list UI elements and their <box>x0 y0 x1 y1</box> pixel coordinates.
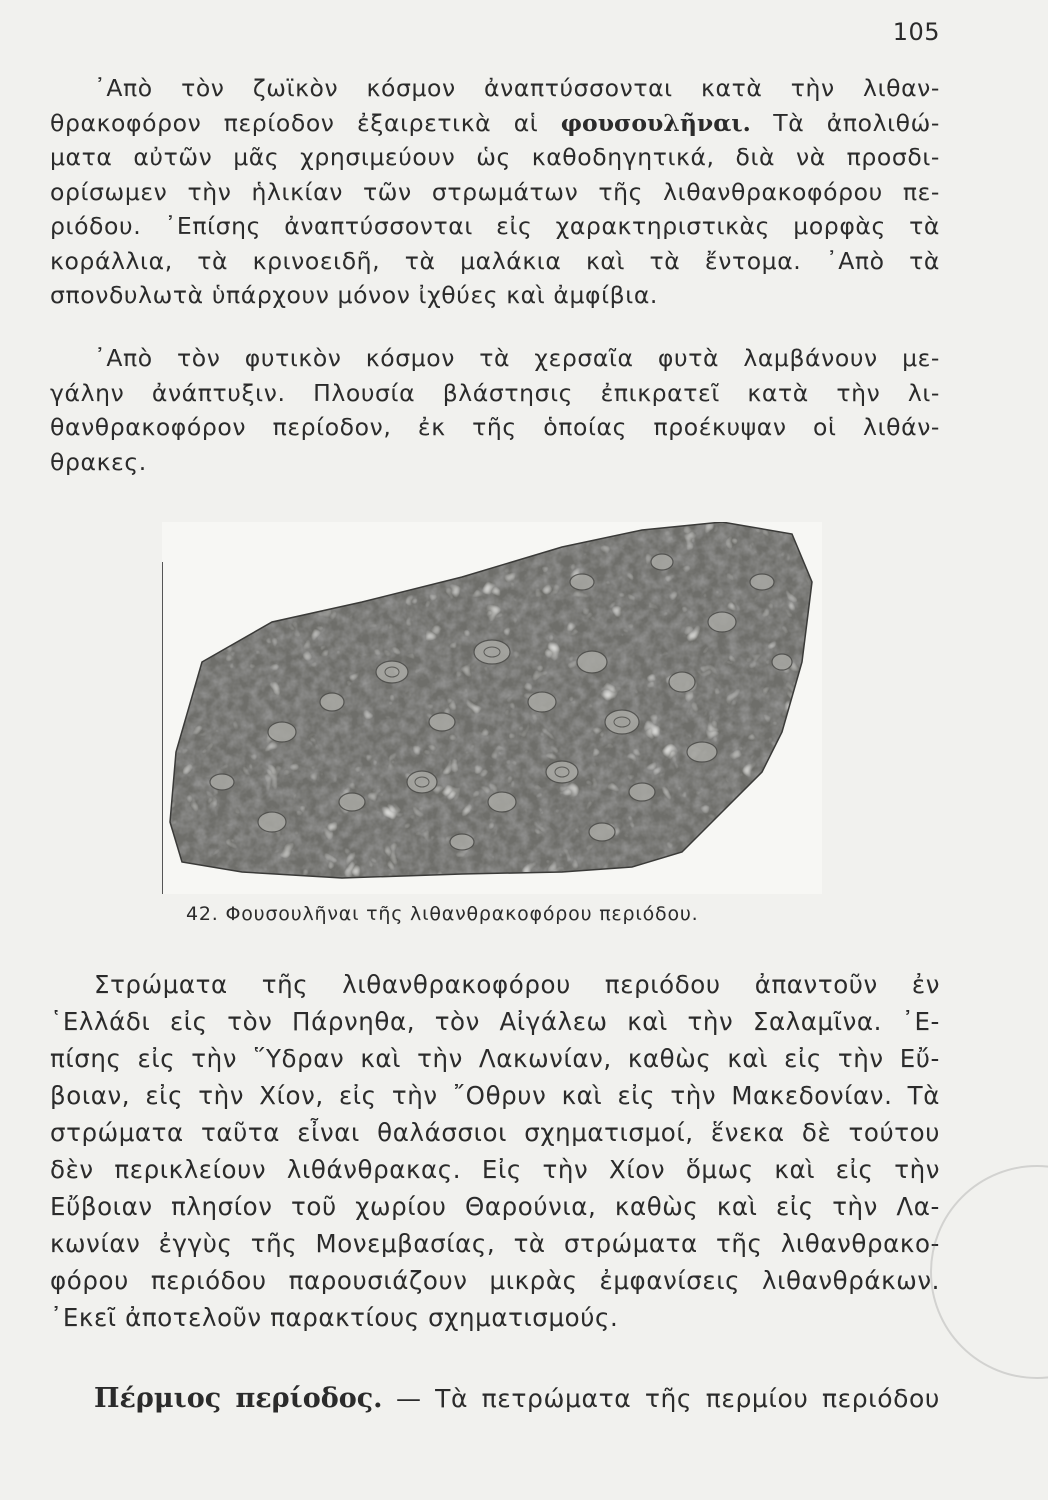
text-line: πίσης εἰς τὴν ῞Υδραν καὶ τὴν Λακωνίαν, καθὼς καὶ εἰς τὴν Εὔ- <box>50 1044 940 1073</box>
text-line: θανθρακοφόρον περίοδον, ἐκ τῆς ὁποίας προέκυψαν οἱ λιθάν- <box>50 413 940 441</box>
text-line: ματα αὐτῶν μᾶς χρησιμεύουν ὡς καθοδηγητικά, διὰ νὰ προσδι- <box>50 143 940 171</box>
text-line: ορίσωμεν τὴν ἡλικίαν τῶν στρωμάτων τῆς λιθανθρακοφόρου πε- <box>50 177 940 206</box>
text-line <box>50 106 940 141</box>
text-line: ᾿Απὸ τὸν φυτικὸν κόσμον τὰ χερσαῖα φυτὰ λαμβάνουν με- <box>94 344 940 372</box>
text-line: ριόδου. ᾿Επίσης ἀναπτύσσονται εἰς χαρακτηριστικὰς μορφὰς τὰ <box>50 212 940 240</box>
section-title: Πέρμιος περίοδος. <box>94 1383 383 1414</box>
figure-caption: 42. Φουσουλῆναι τῆς λιθανθρακοφόρου περιόδου. <box>186 903 699 925</box>
fossil-photo <box>162 522 822 894</box>
library-stamp <box>930 1165 1048 1379</box>
text-line: κοράλλια, τὰ κρινοειδῆ, τὰ μαλάκια καὶ τὰ ἔντομα. ᾿Απὸ τὰ <box>50 246 940 275</box>
text-line: ᾿Εκεῖ ἀποτελοῦν παρακτίους σχηματισμούς. <box>50 1303 619 1332</box>
text-line: Εὔβοιαν πλησίον τοῦ χωρίου Θαρούνια, καθὼς καὶ εἰς τὴν Λα- <box>50 1192 940 1221</box>
page-number: 105 <box>892 18 940 46</box>
text-line: ῾Ελλάδι εἰς τὸν Πάρνηθα, τὸν Αἰγάλεω καὶ τὴν Σαλαμῖνα. ᾿Ε- <box>50 1007 940 1036</box>
text-line: φόρου περιόδου παρουσιάζουν μικρὰς ἐμφανίσεις λιθανθράκων. <box>50 1266 940 1295</box>
paragraph-fauna <box>50 71 940 313</box>
text-line: θρακες. <box>50 447 147 476</box>
section-permian <box>50 1379 940 1419</box>
text-line: ᾿Απὸ τὸν ζωϊκὸν κόσμον ἀναπτύσσονται κατὰ τὴν λιθαν- <box>94 74 940 102</box>
text-line: κωνίαν ἐγγὺς τῆς Μονεμβασίας, τὰ στρώματα τῆς λιθανθρακο- <box>50 1229 940 1258</box>
text-fragment: — Τὰ πετρώματα τῆς περμίου περιόδου <box>382 1384 940 1413</box>
fossil-rock-image <box>162 522 822 894</box>
text-line: δὲν περικλείουν λιθάνθρακας. Εἰς τὴν Χίον ὅμως καὶ εἰς τὴν <box>50 1155 940 1184</box>
paragraph-greek-strata <box>50 966 940 1336</box>
text-fragment: θρακοφόρον περίοδον ἐξαιρετικὰ αἱ <box>50 108 561 137</box>
text-line: Στρώματα τῆς λιθανθρακοφόρου περιόδου ἀπαντοῦν ἐν <box>94 970 940 999</box>
text-line: στρώματα ταῦτα εἶναι θαλάσσιοι σχηματισμοί, ἕνεκα δὲ τούτου <box>50 1118 940 1147</box>
bold-term: φουσουλῆναι. <box>560 108 751 137</box>
text-line: βοιαν, εἰς τὴν Χίον, εἰς τὴν ῎Οθρυν καὶ εἰς τὴν Μακεδονίαν. Τὰ <box>50 1081 940 1110</box>
text-line <box>50 1379 940 1419</box>
text-line: σπονδυλωτὰ ὑπάρχουν μόνον ἰχθύες καὶ ἀμφίβια. <box>50 281 658 309</box>
text-fragment: Τὰ ἀπολιθώ- <box>750 108 940 137</box>
paragraph-flora <box>50 341 940 479</box>
text-line: γάλην ἀνάπτυξιν. Πλουσία βλάστησις ἐπικρατεῖ κατὰ τὴν λι- <box>50 378 940 407</box>
